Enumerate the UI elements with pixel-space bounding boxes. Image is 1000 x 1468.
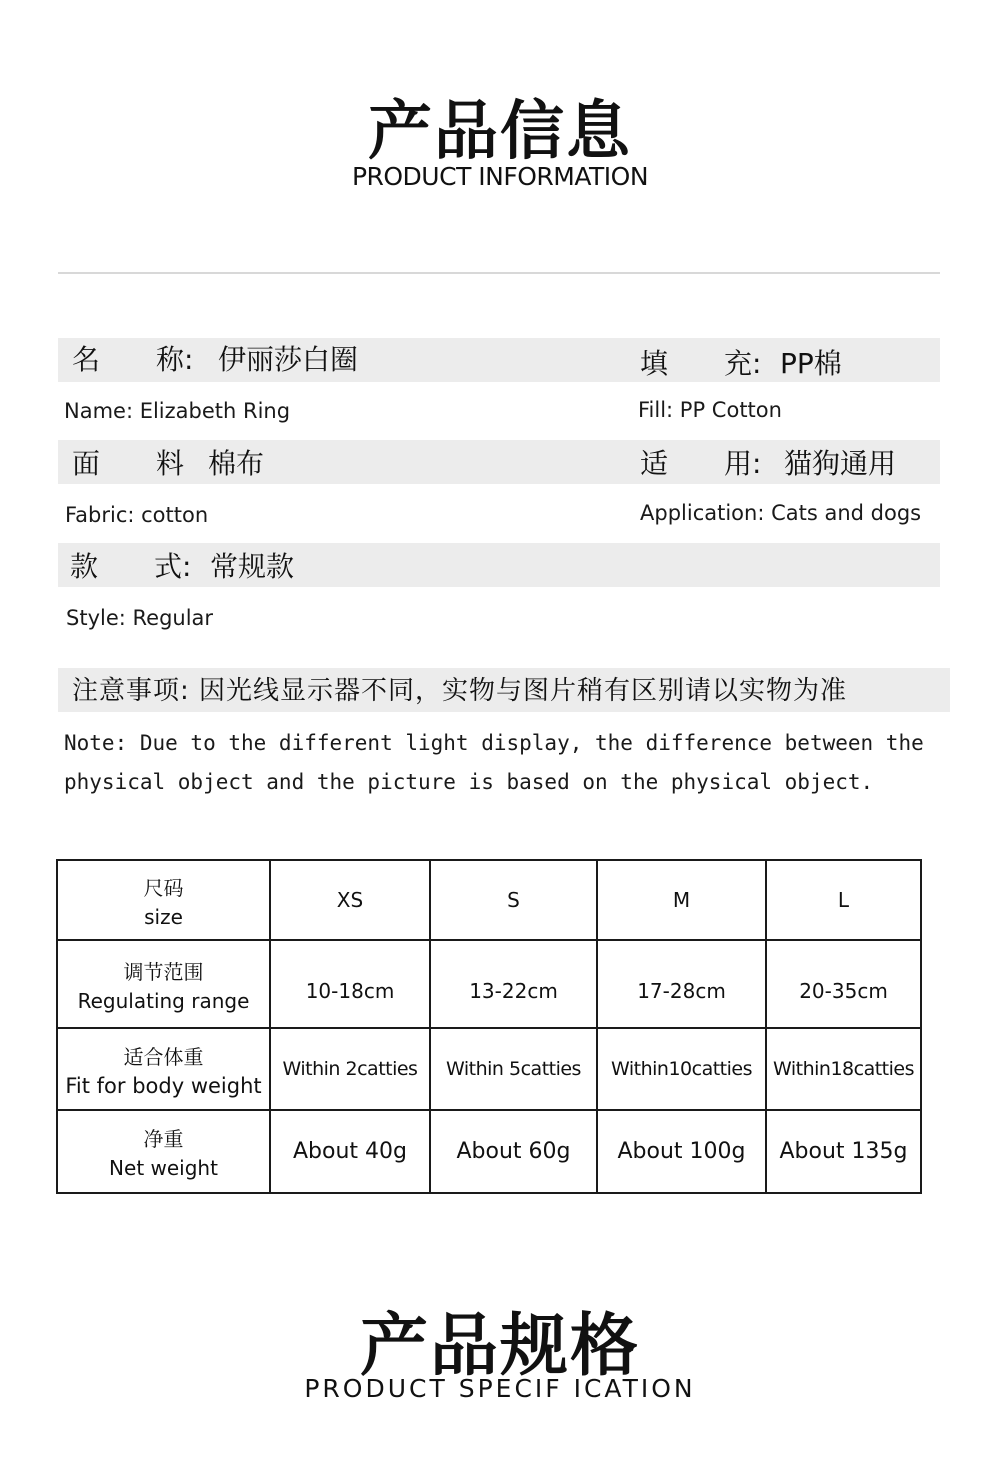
size-table — [56, 859, 922, 1194]
name-zh-label: 名 称: — [72, 343, 194, 376]
weight-cell: Within18catties — [766, 1028, 921, 1110]
net-weight-cell: About 40g — [270, 1110, 430, 1193]
application-zh-label: 适 用: — [640, 447, 762, 480]
row-label-en: Net weight — [109, 1156, 218, 1180]
range-cell: 13-22cm — [430, 940, 597, 1028]
row-header-range — [57, 940, 270, 1028]
weight-cell: Within 2catties — [270, 1028, 430, 1110]
fabric-en: Fabric: cotton — [65, 503, 209, 527]
table-row-weight — [57, 1028, 921, 1110]
page-subtitle: PRODUCT INFORMATION — [351, 162, 649, 191]
row-header-weight — [57, 1028, 270, 1110]
weight-cell: Within10catties — [597, 1028, 766, 1110]
table-row-net — [57, 1110, 921, 1193]
application-zh-value: 猫狗通用 — [784, 447, 897, 480]
name-zh-value: 伊丽莎白圈 — [218, 343, 359, 376]
row-label-zh: 尺码 — [143, 875, 184, 900]
note-en-line1: Note: Due to the different light display, the difference between the — [64, 731, 924, 755]
row-label-zh: 净重 — [143, 1127, 184, 1151]
row-label-zh: 适合体重 — [123, 1044, 204, 1069]
row-label-en: size — [144, 904, 183, 929]
row-header-net — [57, 1110, 270, 1193]
size-header-cell: L — [766, 860, 921, 940]
fabric-zh-value: 棉布 — [208, 447, 265, 480]
fill-en: Fill: PP Cotton — [638, 398, 782, 422]
table-row-range — [57, 940, 921, 1028]
section-subtitle: PRODUCT SPECIF ICATION — [304, 1374, 696, 1403]
note-en-line2: physical object and the picture is based on the physical object. — [64, 770, 874, 794]
style-zh-label: 款 式: — [70, 550, 192, 583]
section-title: 产品规格 — [359, 1307, 640, 1386]
net-weight-cell: About 100g — [597, 1110, 766, 1193]
size-header-cell: XS — [270, 860, 430, 940]
size-header-cell: S — [430, 860, 597, 940]
range-cell: 10-18cm — [270, 940, 430, 1028]
row-label-en: Regulating range — [77, 988, 250, 1013]
fabric-zh-label: 面 料 — [72, 447, 185, 480]
fill-zh-label: 填 充: — [640, 347, 762, 380]
name-en: Name: Elizabeth Ring — [64, 399, 291, 423]
style-en: Style: Regular — [66, 606, 214, 630]
row-label-zh: 调节范围 — [123, 959, 204, 984]
row-label-en: Fit for body weight — [65, 1073, 262, 1098]
range-cell: 17-28cm — [597, 940, 766, 1028]
size-header-cell: M — [597, 860, 766, 940]
range-cell: 20-35cm — [766, 940, 921, 1028]
page-title: 产品信息 — [368, 95, 632, 169]
style-zh-value: 常规款 — [210, 550, 295, 583]
weight-cell: Within 5catties — [430, 1028, 597, 1110]
table-row-size — [57, 860, 921, 940]
divider — [58, 272, 940, 274]
row-header-size — [57, 860, 270, 940]
note-zh: 注意事项: 因光线显示器不同，实物与图片稍有区别请以实物为准 — [72, 676, 848, 706]
net-weight-cell: About 60g — [430, 1110, 597, 1193]
net-weight-cell: About 135g — [766, 1110, 921, 1193]
application-en: Application: Cats and dogs — [640, 501, 922, 525]
fill-zh-value: PP棉 — [780, 347, 842, 380]
